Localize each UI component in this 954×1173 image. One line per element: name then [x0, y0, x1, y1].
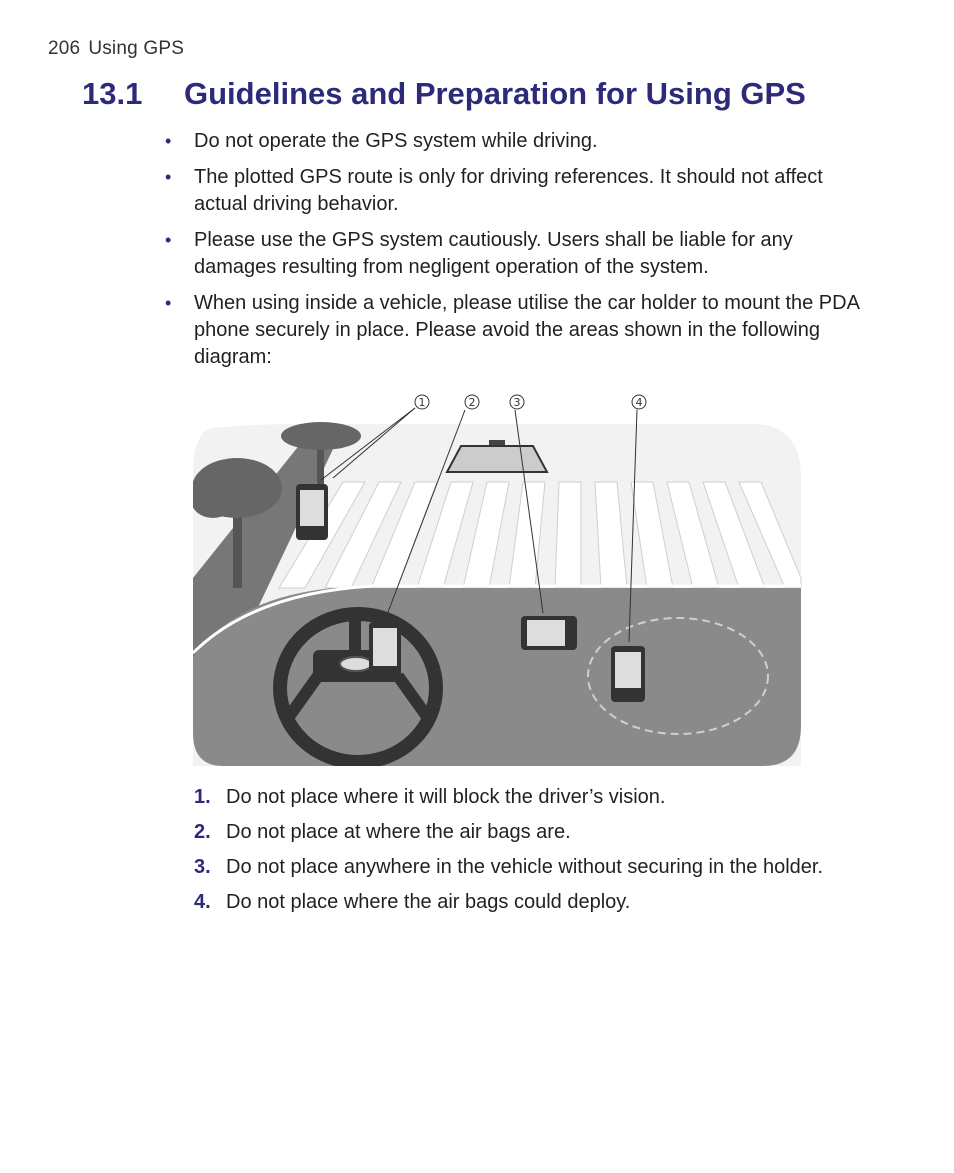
page-number: 206 [48, 38, 81, 59]
bullet-item [160, 128, 860, 155]
callout-marker-3 [510, 395, 524, 409]
section-number: 13.1 [82, 76, 143, 111]
item-text: Do not place where it will block the driver’s vision. [226, 786, 666, 808]
bullet-item [160, 290, 860, 371]
pda-phone-icon [521, 616, 577, 650]
svg-text:4: 4 [635, 396, 643, 409]
windshield-scene [193, 422, 801, 766]
svg-text:1: 1 [418, 396, 426, 409]
bullet-dot-icon: • [165, 230, 172, 250]
callout-marker-1 [415, 395, 429, 409]
vehicle-placement-diagram [193, 388, 803, 766]
bullet-text: The plotted GPS route is only for driving references. It should not affect actual driving behavior. [194, 166, 823, 215]
item-number: 1. [194, 786, 211, 808]
svg-text:3: 3 [513, 396, 521, 409]
chapter-name: Using GPS [88, 38, 185, 59]
item-text: Do not place anywhere in the vehicle without securing in the holder. [226, 856, 824, 878]
bullet-dot-icon: • [165, 131, 172, 151]
pda-phone-icon [369, 622, 401, 680]
bullet-dot-icon: • [165, 293, 172, 313]
section-title-text: Guidelines and Preparation for Using GPS [184, 76, 806, 111]
list-item [194, 784, 834, 811]
section-title [82, 76, 806, 112]
list-item [194, 819, 834, 846]
item-number: 3. [194, 856, 211, 878]
running-header [48, 38, 184, 60]
bullet-item [160, 164, 860, 218]
bullet-text: Do not operate the GPS system while driving. [194, 130, 598, 152]
bullet-list [160, 128, 860, 380]
item-number: 2. [194, 821, 211, 843]
bullet-text: Please use the GPS system cautiously. Users shall be liable for any damages resulting from negligent operation of the system. [194, 229, 793, 278]
pda-phone-icon [611, 646, 645, 702]
bullet-item [160, 227, 860, 281]
item-number: 4. [194, 891, 211, 913]
item-text: Do not place at where the air bags are. [226, 821, 571, 843]
item-text: Do not place where the air bags could deploy. [226, 891, 631, 913]
placement-warnings-list [194, 784, 834, 924]
callout-marker-2 [465, 395, 479, 409]
bullet-dot-icon: • [165, 167, 172, 187]
callout-marker-4 [632, 395, 646, 409]
bullet-text: When using inside a vehicle, please utilise the car holder to mount the PDA phone securely in place. Please avoid the areas shown in the following diagram: [194, 292, 859, 368]
list-item [194, 889, 834, 916]
list-item [194, 854, 834, 881]
svg-text:2: 2 [468, 396, 476, 409]
pda-phone-icon [296, 484, 328, 540]
